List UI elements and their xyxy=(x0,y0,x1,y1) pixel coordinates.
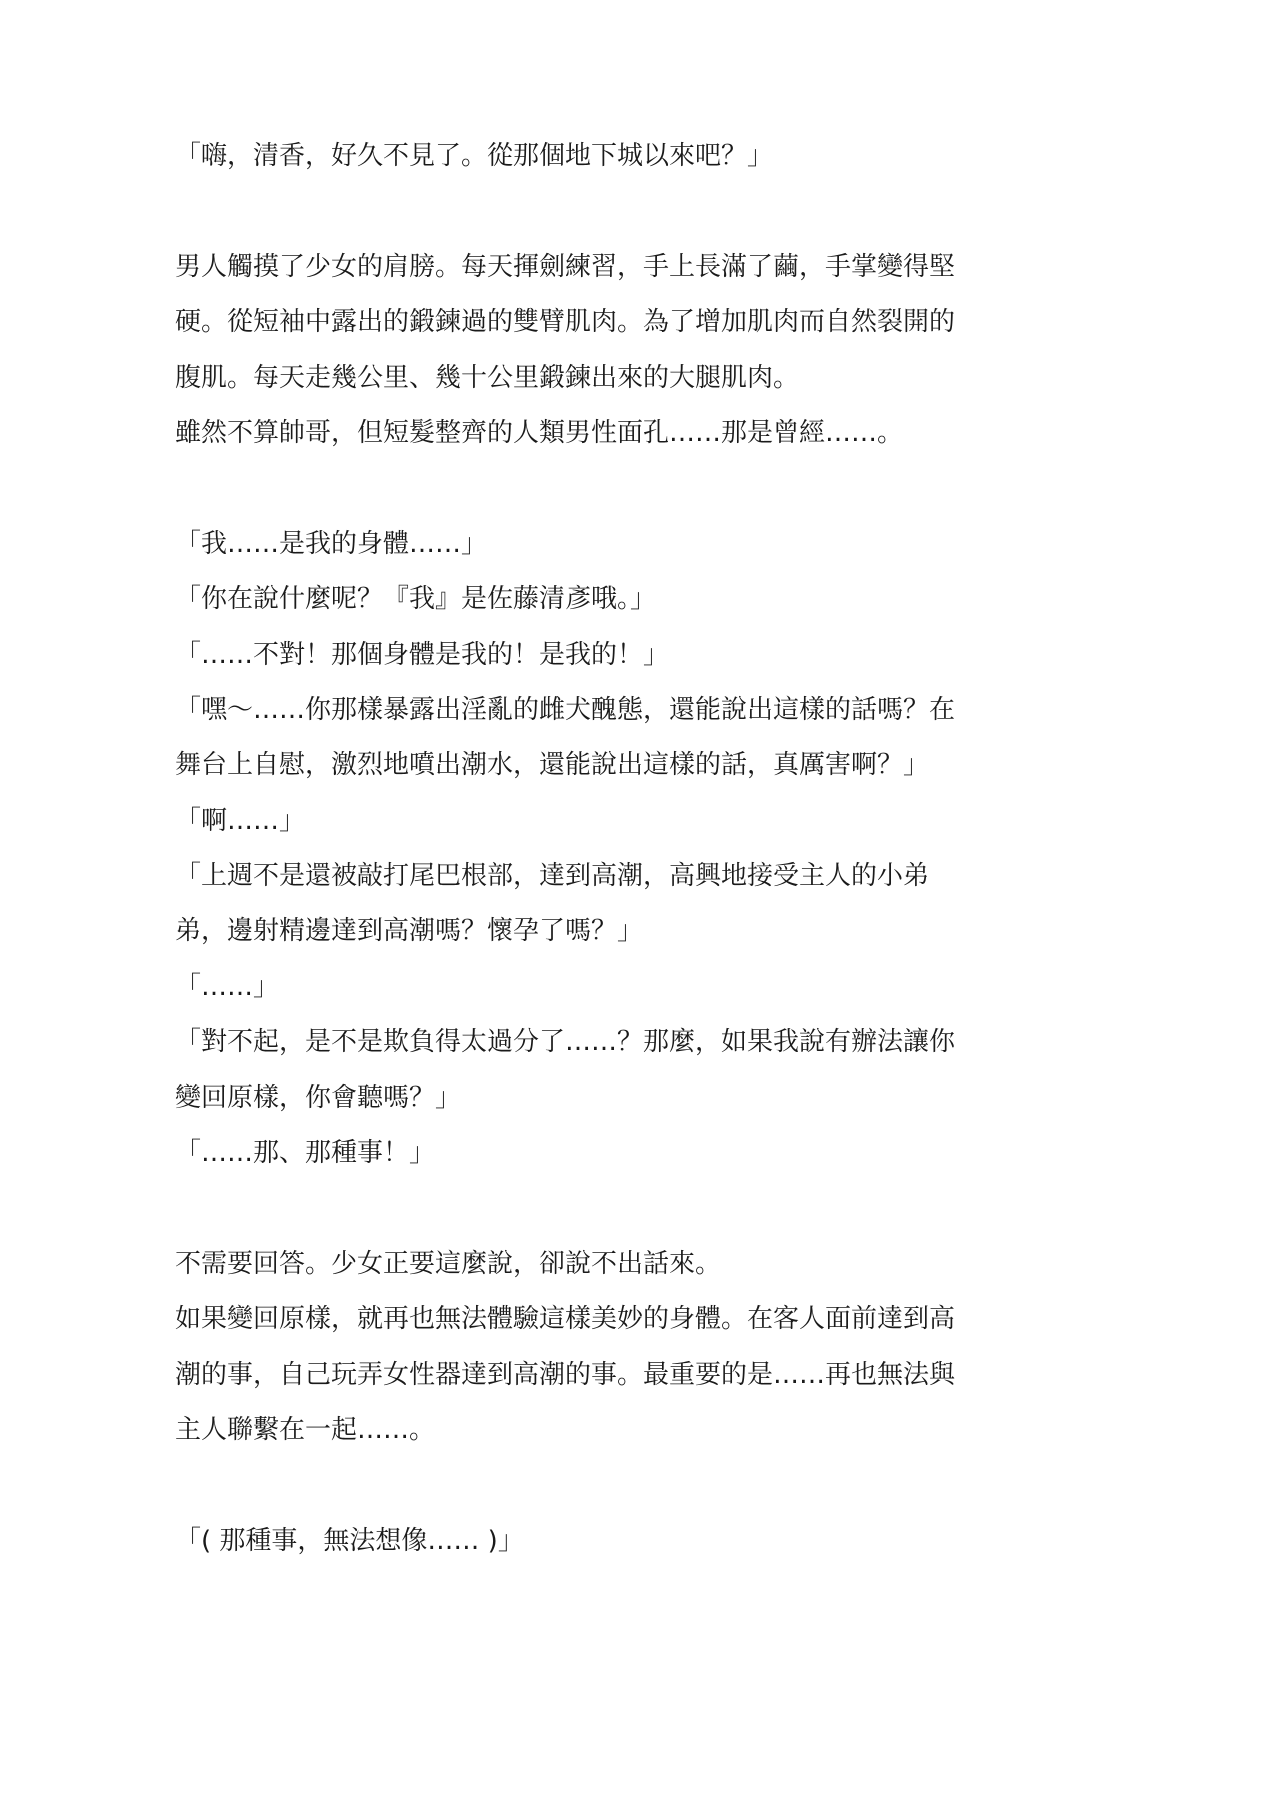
text-line: 「嘿～……你那樣暴露出淫亂的雌犬醜態，還能說出這樣的話嗎？在 xyxy=(175,694,956,725)
blank-line xyxy=(175,1181,1105,1236)
text-line: 「對不起，是不是欺負得太過分了……？那麼，如果我說有辦法讓你 xyxy=(175,1027,956,1058)
text-line: 變回原樣，你會聽嗎？」 xyxy=(175,1082,462,1113)
text-line: 弟，邊射精邊達到高潮嗎？懷孕了嗎？」 xyxy=(175,916,644,947)
text-line: 「( 那種事，無法想像…… )」 xyxy=(175,1525,524,1556)
text-line: 如果變回原樣，就再也無法體驗這樣美妙的身體。在客人面前達到高 xyxy=(175,1304,956,1335)
text-line: 潮的事，自己玩弄女性器達到高潮的事。最重要的是……再也無法與 xyxy=(175,1359,956,1390)
text-line: 「啊……」 xyxy=(175,805,306,836)
text-line: 「……不對！那個身體是我的！是我的！」 xyxy=(175,639,670,670)
text-line: 「……那、那種事！」 xyxy=(175,1138,436,1169)
text-line: 雖然不算帥哥，但短髮整齊的人類男性面孔……那是曾經……。 xyxy=(175,417,904,448)
text-line: 「我……是我的身體……」 xyxy=(175,528,488,559)
blank-line xyxy=(175,1458,1105,1513)
text-line: 硬。從短袖中露出的鍛鍊過的雙臂肌肉。為了增加肌肉而自然裂開的 xyxy=(175,307,956,338)
document-page xyxy=(175,129,1105,1569)
text-line: 「……」 xyxy=(175,971,280,1002)
blank-line xyxy=(175,461,1105,516)
text-line: 舞台上自慰，激烈地噴出潮水，還能說出這樣的話，真厲害啊？」 xyxy=(175,750,930,781)
text-line: 不需要回答。少女正要這麼說，卻說不出話來。 xyxy=(175,1248,722,1279)
text-line: 腹肌。每天走幾公里、幾十公里鍛鍊出來的大腿肌肉。 xyxy=(175,362,800,393)
text-line: 「嗨，清香，好久不見了。從那個地下城以來吧？」 xyxy=(175,141,774,171)
text-line: 主人聯繫在一起……。 xyxy=(175,1414,436,1445)
text-line: 男人觸摸了少女的肩膀。每天揮劍練習，手上長滿了繭，手掌變得堅 xyxy=(175,251,956,282)
blank-line xyxy=(175,184,1105,239)
text-line: 「上週不是還被敲打尾巴根部，達到高潮，高興地接受主人的小弟 xyxy=(175,861,930,892)
text-line: 「你在說什麼呢？『我』是佐藤清彥哦。」 xyxy=(175,584,657,615)
